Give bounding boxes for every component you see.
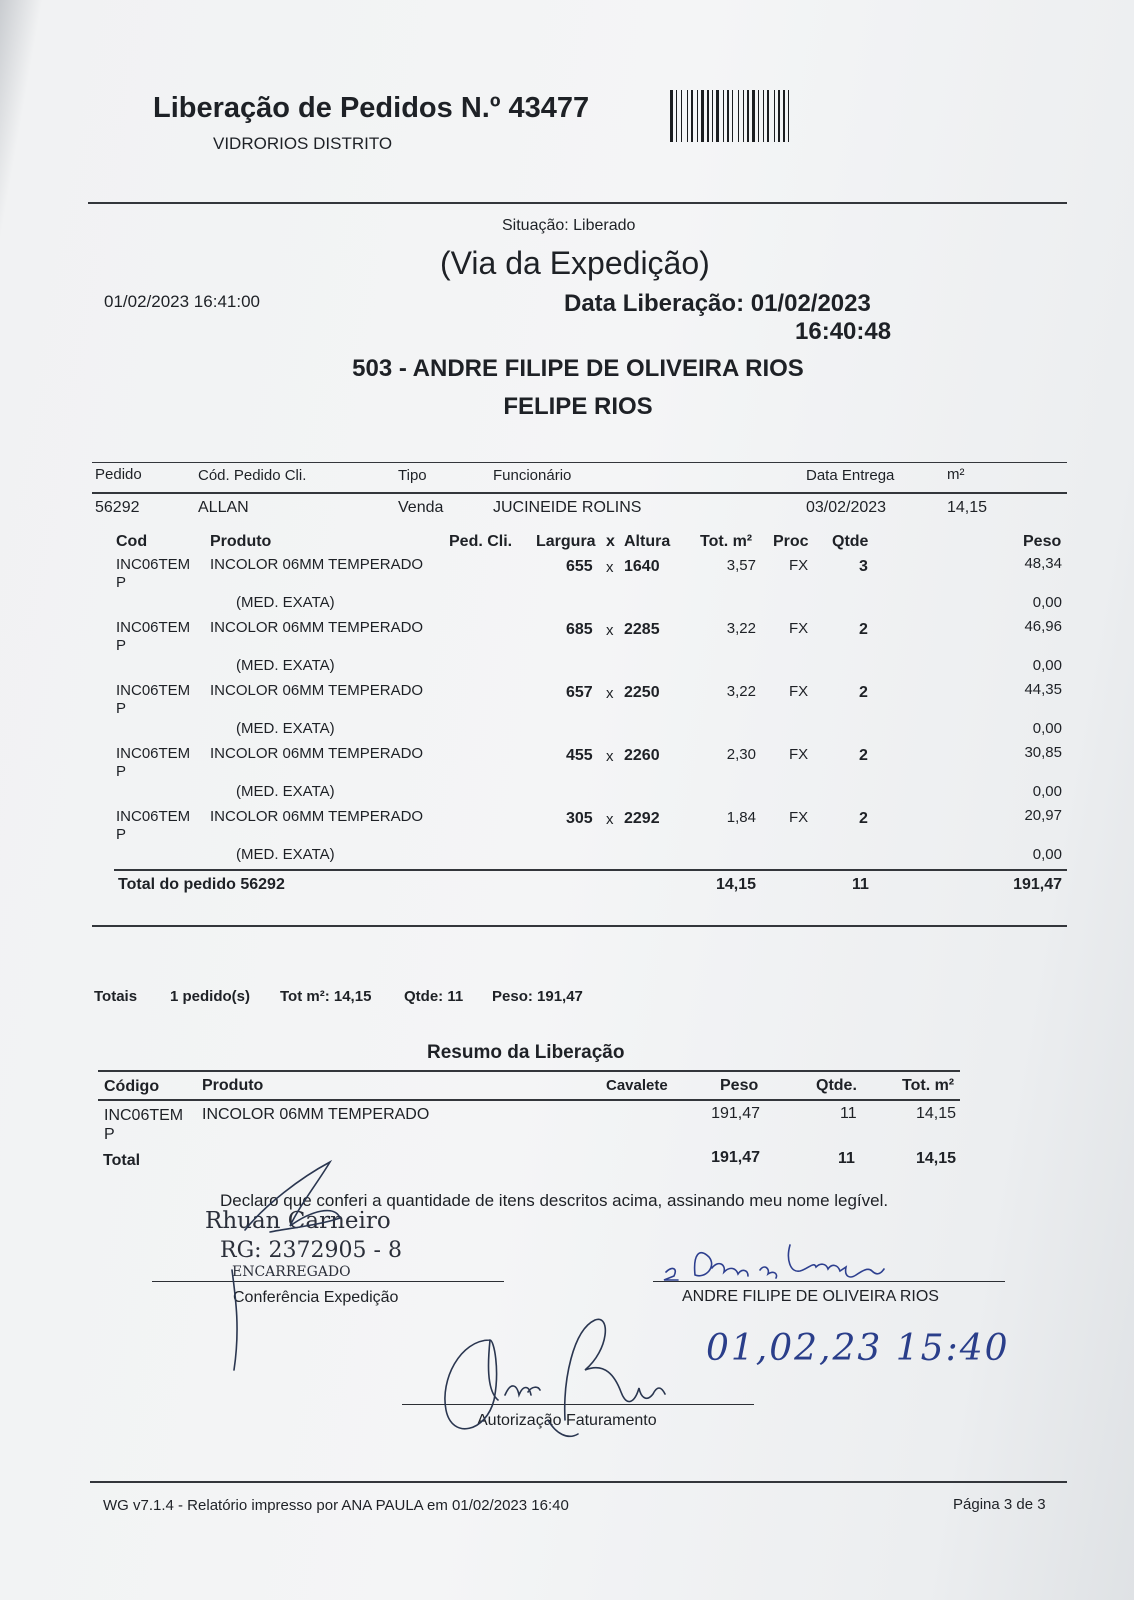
signature-label-conferencia: Conferência Expedição — [233, 1289, 399, 1306]
summary-row-qty: 11 — [840, 1105, 857, 1122]
item-weight: 30,85 — [1024, 744, 1062, 761]
printed-datetime: 01/02/2023 16:41:00 — [104, 292, 260, 311]
items-col-ped-cli: Ped. Cli. — [449, 533, 513, 550]
item-note: (MED. EXATA) — [236, 846, 335, 863]
summary-col-tot-m2: Tot. m² — [902, 1077, 955, 1094]
summary-col-code: Código — [104, 1078, 160, 1095]
item-weight: 20,97 — [1024, 807, 1062, 824]
footer-page-number: Página 3 de 3 — [953, 1496, 1046, 1513]
summary-row-weight: 191,47 — [711, 1105, 760, 1122]
item-qty: 2 — [859, 684, 868, 701]
order-number: 56292 — [95, 499, 140, 516]
item-note-weight: 0,00 — [1032, 783, 1062, 800]
summary-row-code-suffix: P — [104, 1126, 115, 1143]
totals-orders: 1 pedido(s) — [170, 988, 251, 1005]
item-width: 655 — [566, 558, 593, 575]
item-proc: FX — [789, 746, 809, 763]
item-proc: FX — [789, 620, 809, 637]
item-total-m2: 1,84 — [726, 809, 756, 826]
items-col-proc: Proc — [773, 533, 809, 550]
summary-title: Resumo da Liberação — [427, 1042, 625, 1063]
stamp-name: Rhuan Carneiro — [205, 1208, 391, 1234]
item-height: 2260 — [624, 747, 660, 764]
summary-row-product: INCOLOR 06MM TEMPERADO — [202, 1106, 430, 1123]
item-height: 1640 — [624, 558, 660, 575]
item-note: (MED. EXATA) — [236, 720, 335, 737]
summary-col-qty: Qtde. — [816, 1077, 857, 1094]
item-proc: FX — [789, 557, 809, 574]
item-weight: 44,35 — [1024, 681, 1062, 698]
item-code: INC06TEM — [116, 682, 191, 699]
item-note-weight: 0,00 — [1032, 657, 1062, 674]
item-x: x — [606, 559, 614, 576]
document-title: Liberação de Pedidos N.º 43477 — [153, 92, 590, 124]
item-note-weight: 0,00 — [1032, 720, 1062, 737]
item-note: (MED. EXATA) — [236, 783, 335, 800]
stamp-role: ENCARREGADO — [232, 1264, 351, 1280]
item-note: (MED. EXATA) — [236, 594, 335, 611]
item-code-suffix: P — [116, 637, 127, 654]
summary-col-product: Produto — [202, 1077, 264, 1094]
situation-status: Situação: Liberado — [502, 217, 636, 234]
items-col-cod: Cod — [116, 533, 148, 550]
item-height: 2285 — [624, 621, 660, 638]
summary-total-weight: 191,47 — [711, 1149, 760, 1166]
item-x: x — [606, 748, 614, 765]
order-m2: 14,15 — [947, 499, 988, 516]
order-type: Venda — [398, 499, 444, 516]
col-data-entrega: Data Entrega — [806, 467, 895, 484]
release-time: 16:40:48 — [795, 318, 892, 345]
summary-col-weight: Peso — [720, 1077, 759, 1094]
item-code-suffix: P — [116, 826, 127, 843]
item-product: INCOLOR 06MM TEMPERADO — [210, 808, 424, 825]
summary-row-tot-m2: 14,15 — [915, 1105, 956, 1122]
order-total-weight: 191,47 — [1013, 876, 1062, 893]
signature-conferencia — [232, 1162, 340, 1370]
signature-client — [664, 1245, 884, 1280]
summary-row-code: INC06TEM — [104, 1107, 184, 1124]
via-label: (Via da Expedição) — [440, 245, 710, 281]
item-code: INC06TEM — [116, 808, 191, 825]
client-alias: FELIPE RIOS — [503, 393, 653, 420]
item-note-weight: 0,00 — [1032, 594, 1062, 611]
totals-qty: Qtde: 11 — [404, 988, 464, 1005]
col-cod-pedido-cli: Cód. Pedido Cli. — [198, 467, 307, 484]
signature-faturamento — [445, 1319, 665, 1436]
item-qty: 2 — [859, 810, 868, 827]
totals-label: Totais — [94, 988, 138, 1005]
items-col-peso: Peso — [1023, 533, 1062, 550]
item-total-m2: 3,22 — [726, 620, 756, 637]
item-qty: 2 — [859, 621, 868, 638]
item-code-suffix: P — [116, 763, 127, 780]
item-proc: FX — [789, 809, 809, 826]
order-client-code: ALLAN — [198, 499, 249, 516]
col-pedido: Pedido — [95, 466, 142, 483]
release-date: Data Liberação: 01/02/2023 — [564, 290, 871, 317]
col-m2: m² — [947, 466, 965, 483]
item-code-suffix: P — [116, 574, 127, 591]
item-product: INCOLOR 06MM TEMPERADO — [210, 745, 424, 762]
col-tipo: Tipo — [398, 467, 427, 484]
item-code: INC06TEM — [116, 745, 191, 762]
company-name: VIDRORIOS DISTRITO — [213, 134, 393, 153]
item-code-suffix: P — [116, 700, 127, 717]
item-code: INC06TEM — [116, 556, 191, 573]
item-total-m2: 2,30 — [726, 746, 756, 763]
col-funcionario: Funcionário — [493, 467, 572, 484]
item-weight: 46,96 — [1024, 618, 1062, 635]
items-col-altura: Altura — [624, 533, 671, 550]
items-col-largura: Largura — [536, 533, 596, 550]
item-total-m2: 3,57 — [726, 557, 756, 574]
item-product: INCOLOR 06MM TEMPERADO — [210, 556, 424, 573]
client-name: 503 - ANDRE FILIPE DE OLIVEIRA RIOS — [352, 355, 804, 382]
item-x: x — [606, 811, 614, 828]
item-total-m2: 3,22 — [726, 683, 756, 700]
signature-label-client: ANDRE FILIPE DE OLIVEIRA RIOS — [682, 1288, 939, 1305]
item-width: 305 — [566, 810, 593, 827]
item-product: INCOLOR 06MM TEMPERADO — [210, 619, 424, 636]
item-note-weight: 0,00 — [1032, 846, 1062, 863]
item-proc: FX — [789, 683, 809, 700]
totals-m2: Tot m²: 14,15 — [280, 988, 372, 1005]
totals-weight: Peso: 191,47 — [492, 988, 583, 1005]
stamp-rg: RG: 2372905 - 8 — [220, 1238, 402, 1263]
item-x: x — [606, 622, 614, 639]
order-delivery-date: 03/02/2023 — [806, 499, 887, 516]
item-product: INCOLOR 06MM TEMPERADO — [210, 682, 424, 699]
order-total-qty: 11 — [852, 876, 869, 893]
footer-printed-by: WG v7.1.4 - Relatório impresso por ANA PAULA em 01/02/2023 16:40 — [103, 1497, 569, 1514]
handwritten-date: 01,02,23 15:40 — [706, 1328, 1010, 1369]
footer-divider — [90, 1481, 1067, 1483]
item-width: 657 — [566, 684, 593, 701]
summary-total-tot-m2: 14,15 — [915, 1150, 956, 1167]
item-width: 455 — [566, 747, 593, 764]
order-total-m2: 14,15 — [715, 876, 756, 893]
items-col-qtde: Qtde — [832, 533, 869, 550]
order-employee: JUCINEIDE ROLINS — [493, 499, 642, 516]
item-weight: 48,34 — [1024, 555, 1062, 572]
item-code: INC06TEM — [116, 619, 191, 636]
item-qty: 3 — [859, 558, 868, 575]
declaration-text: Declaro que conferi a quantidade de itens descritos acima, assinando meu nome legível. — [220, 1191, 889, 1210]
summary-col-cavalete: Cavalete — [606, 1077, 668, 1094]
item-width: 685 — [566, 621, 593, 638]
item-note: (MED. EXATA) — [236, 657, 335, 674]
summary-total-label: Total — [103, 1152, 141, 1169]
items-col-tot-m2: Tot. m² — [700, 533, 753, 550]
items-col-x: x — [606, 533, 615, 550]
item-height: 2292 — [624, 810, 660, 827]
summary-total-qty: 11 — [838, 1150, 855, 1167]
item-x: x — [606, 685, 614, 702]
item-qty: 2 — [859, 747, 868, 764]
item-height: 2250 — [624, 684, 660, 701]
order-total-label: Total do pedido 56292 — [118, 876, 285, 893]
items-col-produto: Produto — [210, 533, 272, 550]
signature-label-faturamento: Autorização Faturamento — [477, 1412, 657, 1429]
